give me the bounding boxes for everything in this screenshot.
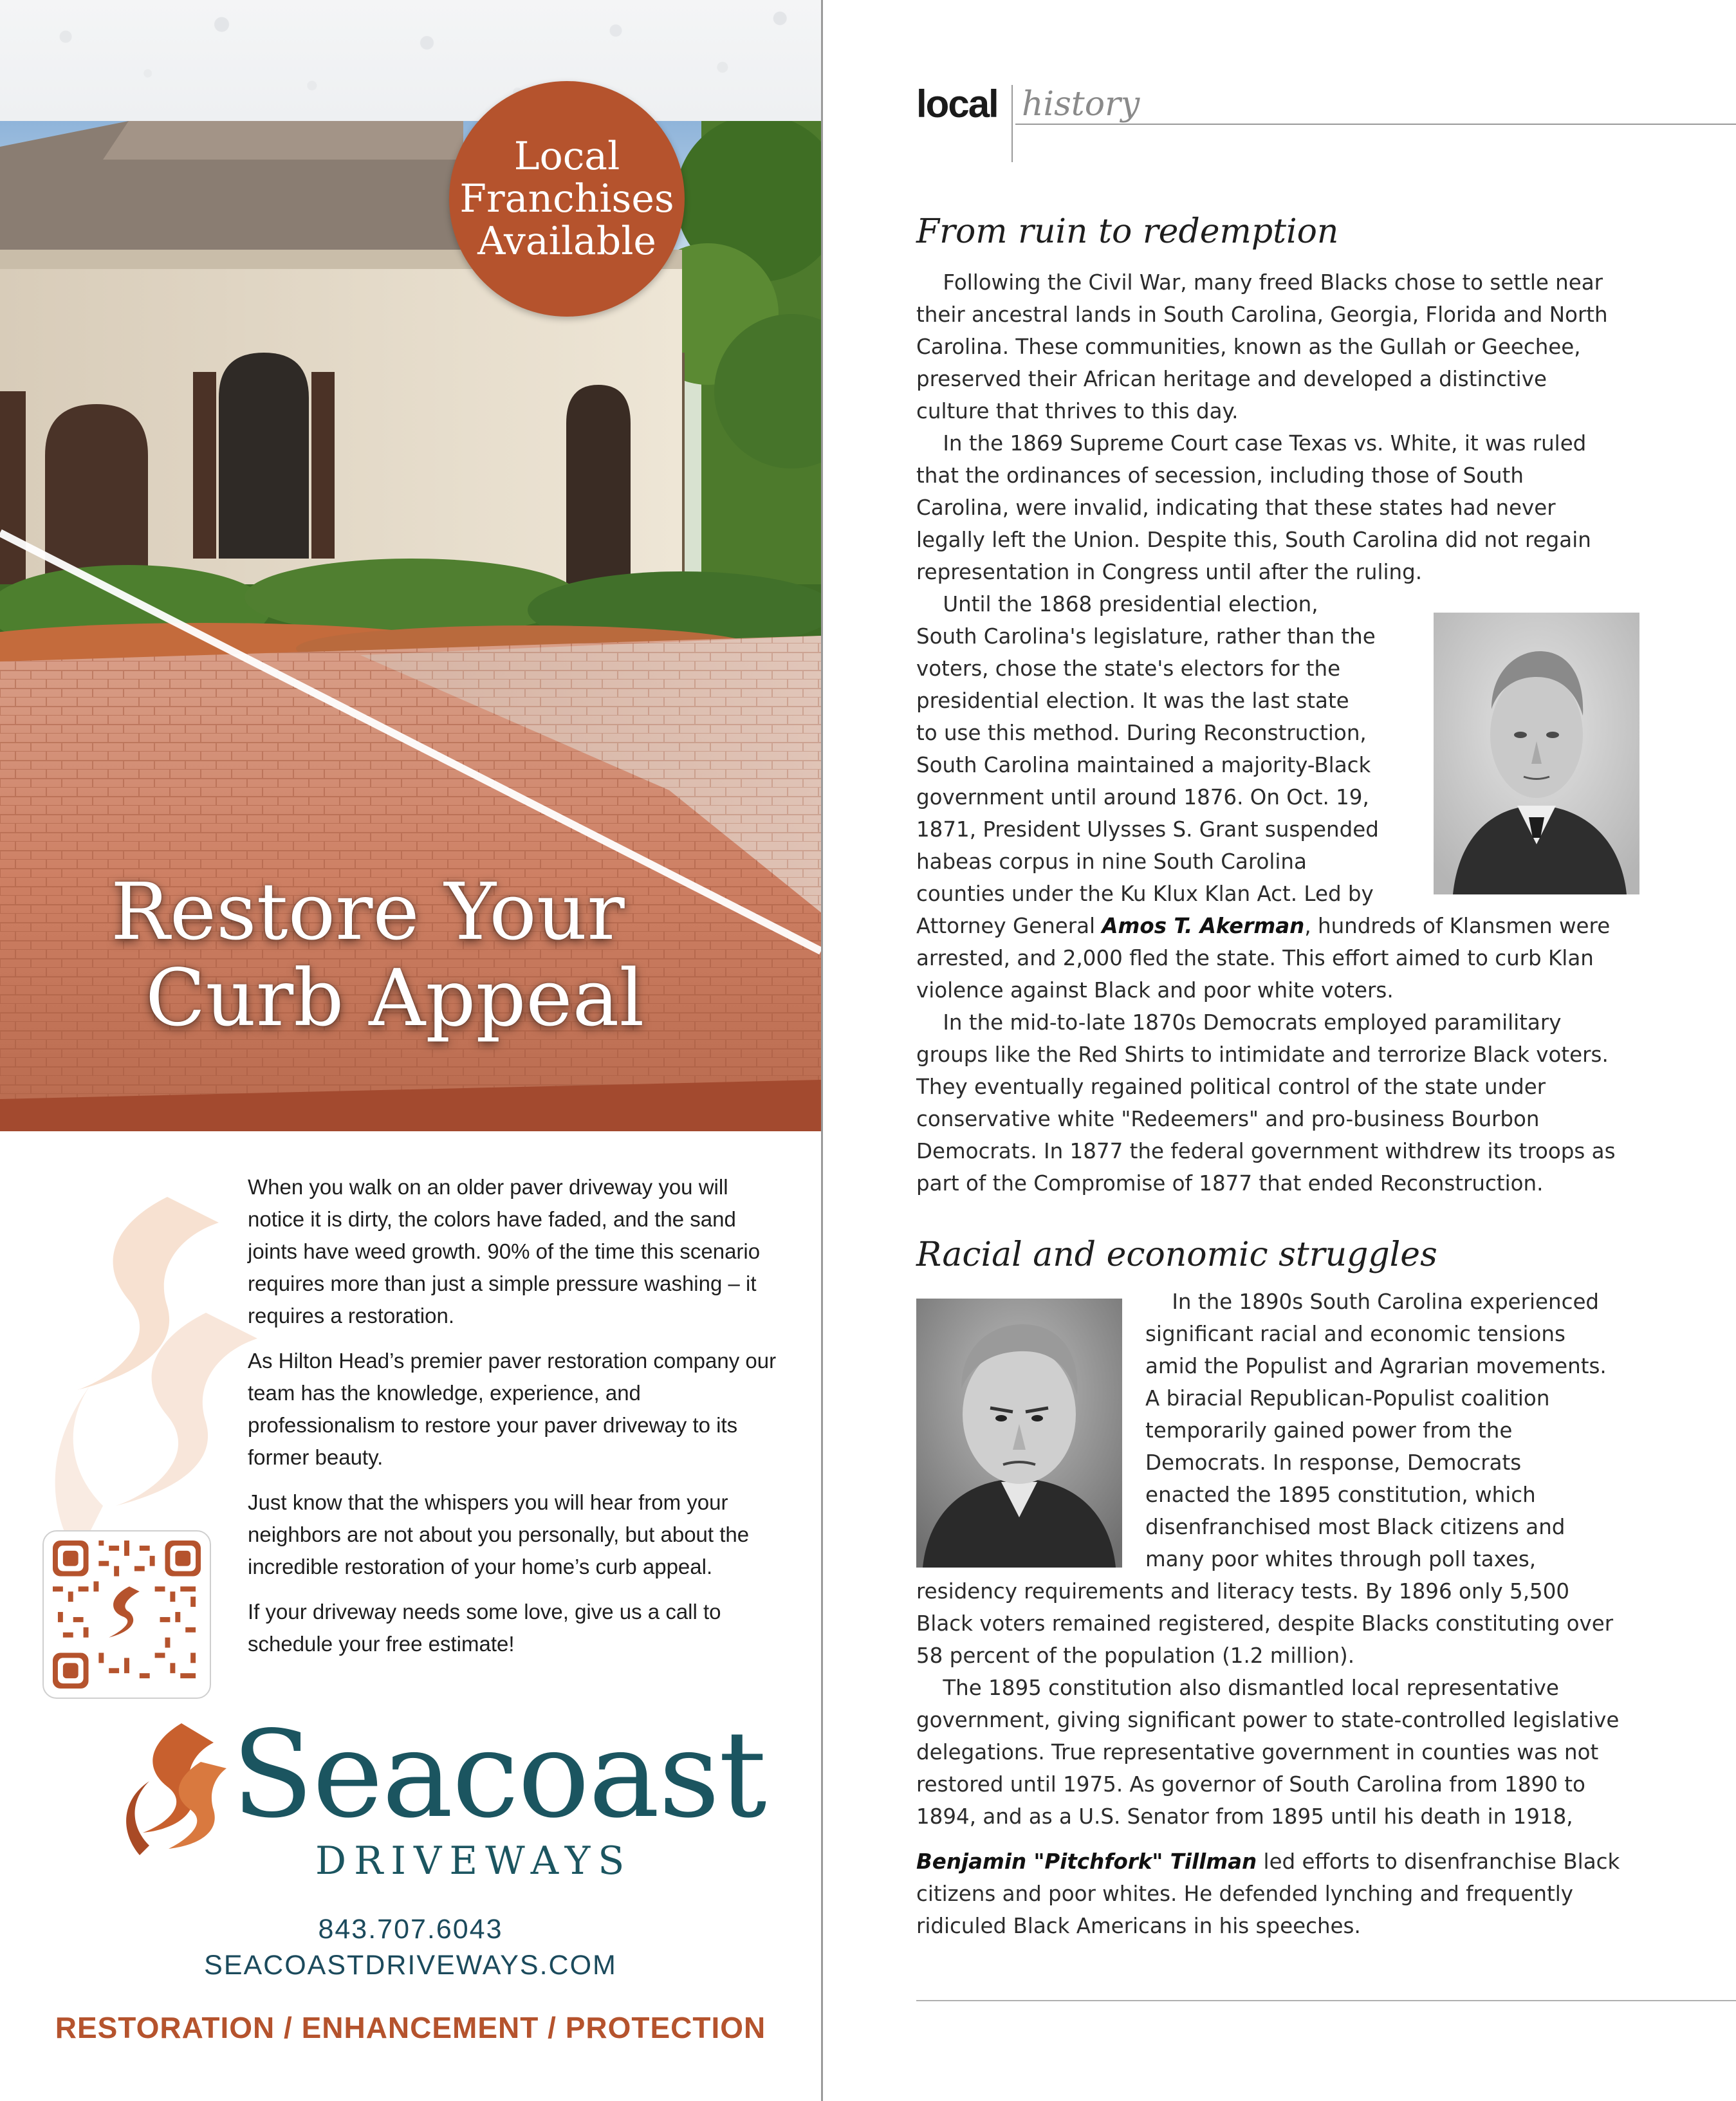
article-line [916, 910, 1610, 942]
article-line: 1871, President Ulysses S. Grant suspended [916, 817, 1379, 842]
article-line: arrested, and 2,000 fled the state. This effort aimed to curb Klan [916, 946, 1594, 970]
badge-line-3: Available [477, 219, 656, 264]
article-line: A biracial Republican-Populist coalition [1145, 1386, 1550, 1411]
franchise-badge [449, 81, 685, 317]
article-line: amid the Populist and Agrarian movements. [1145, 1354, 1607, 1378]
article-heading: Racial and economic struggles [916, 1236, 1437, 1274]
header-rule [1015, 124, 1736, 125]
person-name-akerman: Amos T. Akerman [1102, 914, 1305, 938]
text-run: led efforts to disenfranchise Black [1257, 1849, 1620, 1874]
akerman-portrait [1434, 613, 1639, 894]
seacoast-brand-logo [124, 1705, 766, 1883]
ad-paragraph: As Hilton Head’s premier paver restoration company our team has the knowledge, experience, and professionalism to restore your paver driveway to its former beauty. [248, 1349, 777, 1469]
seacoast-advertisement [0, 0, 821, 2101]
ad-headline-line-2: Curb Appeal [145, 952, 645, 1044]
article-line: ridiculed Black Americans in his speeches. [916, 1914, 1361, 1938]
article-line: government until around 1876. On Oct. 19, [916, 785, 1369, 810]
article-line: their ancestral lands in South Carolina, Georgia, Florida and North [916, 302, 1608, 327]
article-line: enacted the 1895 constitution, which [1145, 1483, 1536, 1507]
text-run: Attorney General [916, 914, 1102, 938]
tillman-portrait [916, 1299, 1122, 1568]
article-line: violence against Black and poor white voters. [916, 978, 1394, 1003]
ad-body-copy [248, 1171, 782, 1673]
article-line: government, giving significant power to state-controlled legislative [916, 1708, 1620, 1732]
article-line: significant racial and economic tensions [1145, 1322, 1565, 1346]
phone-number-link[interactable]: 843.707.6043 [318, 1914, 503, 1945]
article-line: In the mid-to-late 1870s Democrats employed paramilitary [916, 1010, 1562, 1035]
article-heading: From ruin to redemption [916, 212, 1339, 251]
seacoast-wave-icon [124, 1717, 226, 1858]
seacoast-logo-watermark-icon [39, 1184, 270, 1570]
article-line: part of the Compromise of 1877 that ended Reconstruction. [916, 1171, 1544, 1196]
article-line: Black voters remained registered, despite Blacks constituting over [916, 1611, 1614, 1636]
article-line: habeas corpus in nine South Carolina [916, 849, 1307, 874]
article-line: representation in Congress until after the ruling. [916, 560, 1423, 584]
article-line: that the ordinances of secession, including those of South [916, 463, 1524, 488]
article-line: 58 percent of the population (1.2 million). [916, 1643, 1355, 1668]
article-line: restored until 1975. As governor of South Carolina from 1890 to [916, 1772, 1585, 1797]
article-line: legally left the Union. Despite this, South Carolina did not regain [916, 528, 1591, 552]
section-label-divider [1011, 85, 1013, 162]
footer-rule [916, 2000, 1736, 2001]
article-line: conservative white "Redeemers" and pro-business Bourbon [916, 1107, 1540, 1131]
article-line: presidential election. It was the last state [916, 689, 1349, 713]
article-line: The 1895 constitution also dismantled local representative [916, 1676, 1559, 1700]
article-line: delegations. True representative government in counties was not [916, 1740, 1599, 1764]
ad-paragraph: If your driveway needs some love, give us a call to schedule your free estimate! [248, 1600, 721, 1656]
ad-tagline: RESTORATION / ENHANCEMENT / PROTECTION [55, 2011, 766, 2044]
tillman-portrait-image [916, 1299, 1122, 1568]
article-line: temporarily gained power from the [1145, 1418, 1513, 1443]
article-line: citizens and poor whites. He defended lynching and frequently [916, 1882, 1574, 1906]
text-run: , hundreds of Klansmen were [1304, 914, 1611, 938]
section-label-local: local [916, 82, 998, 125]
article-line: Carolina. These communities, known as the Gullah or Geechee, [916, 335, 1581, 359]
article-line: Democrats. In 1877 the federal government withdrew its troops as [916, 1139, 1616, 1163]
article-line: Following the Civil War, many freed Blacks chose to settle near [916, 270, 1603, 295]
ad-paragraph: When you walk on an older paver driveway you will notice it is dirty, the colors have faded, and the sand joints have weed growth. 90% of the time this scenario requires more than just a simple pressure washing – it requires a restoration. [248, 1175, 761, 1328]
article-line: 1894, and as a U.S. Senator from 1895 until his death in 1918, [916, 1804, 1573, 1829]
brand-name: Seacoast [232, 1705, 766, 1844]
article-line: They eventually regained political control of the state under [916, 1075, 1546, 1099]
article-line: Democrats. In response, Democrats [1145, 1450, 1522, 1475]
water-droplet-texture [0, 0, 821, 122]
person-name-tillman: Benjamin "Pitchfork" Tillman [916, 1849, 1257, 1874]
article-line: counties under the Ku Klux Klan Act. Led by [916, 882, 1374, 906]
article-line: voters, chose the state's electors for the [916, 656, 1341, 681]
section-label-history: history [1022, 85, 1140, 124]
article-line: to use this method. During Reconstruction, [916, 721, 1367, 745]
article-line: South Carolina maintained a majority-Black [916, 753, 1371, 777]
article-line: In the 1869 Supreme Court case Texas vs. White, it was ruled [916, 431, 1587, 456]
article-line: residency requirements and literacy tests. By 1896 only 5,500 [916, 1579, 1570, 1604]
akerman-portrait-image [1434, 613, 1639, 894]
article-line: In the 1890s South Carolina experienced [1145, 1290, 1600, 1314]
article-line: Until the 1868 presidential election, [916, 592, 1318, 616]
article-line: many poor whites through poll taxes, [1145, 1547, 1537, 1571]
article-line: disenfranchised most Black citizens and [1145, 1515, 1565, 1539]
qr-code[interactable] [42, 1530, 211, 1699]
article-line: groups like the Red Shirts to intimidate and terrorize Black voters. [916, 1042, 1609, 1067]
article-line: culture that thrives to this day. [916, 399, 1239, 423]
article-line: Carolina, were invalid, indicating that these states had never [916, 495, 1556, 520]
ad-paragraph: Just know that the whispers you will hear from your neighbors are not about you personally, but about the incredible restoration of your home’s curb appeal. [248, 1490, 750, 1578]
badge-line-1: Local [513, 134, 620, 179]
brand-subtitle: DRIVEWAYS [315, 1838, 633, 1883]
article-line [916, 1846, 1620, 1878]
ad-headline-line-1: Restore Your [111, 866, 625, 958]
website-link[interactable]: SEACOASTDRIVEWAYS.COM [204, 1950, 617, 1981]
article-line: South Carolina's legislature, rather than the [916, 624, 1376, 649]
badge-line-2: Franchises [459, 176, 674, 221]
article-line: preserved their African heritage and developed a distinctive [916, 367, 1547, 391]
qr-code-pattern-icon [53, 1541, 201, 1689]
page-gutter-divider [821, 0, 823, 2101]
